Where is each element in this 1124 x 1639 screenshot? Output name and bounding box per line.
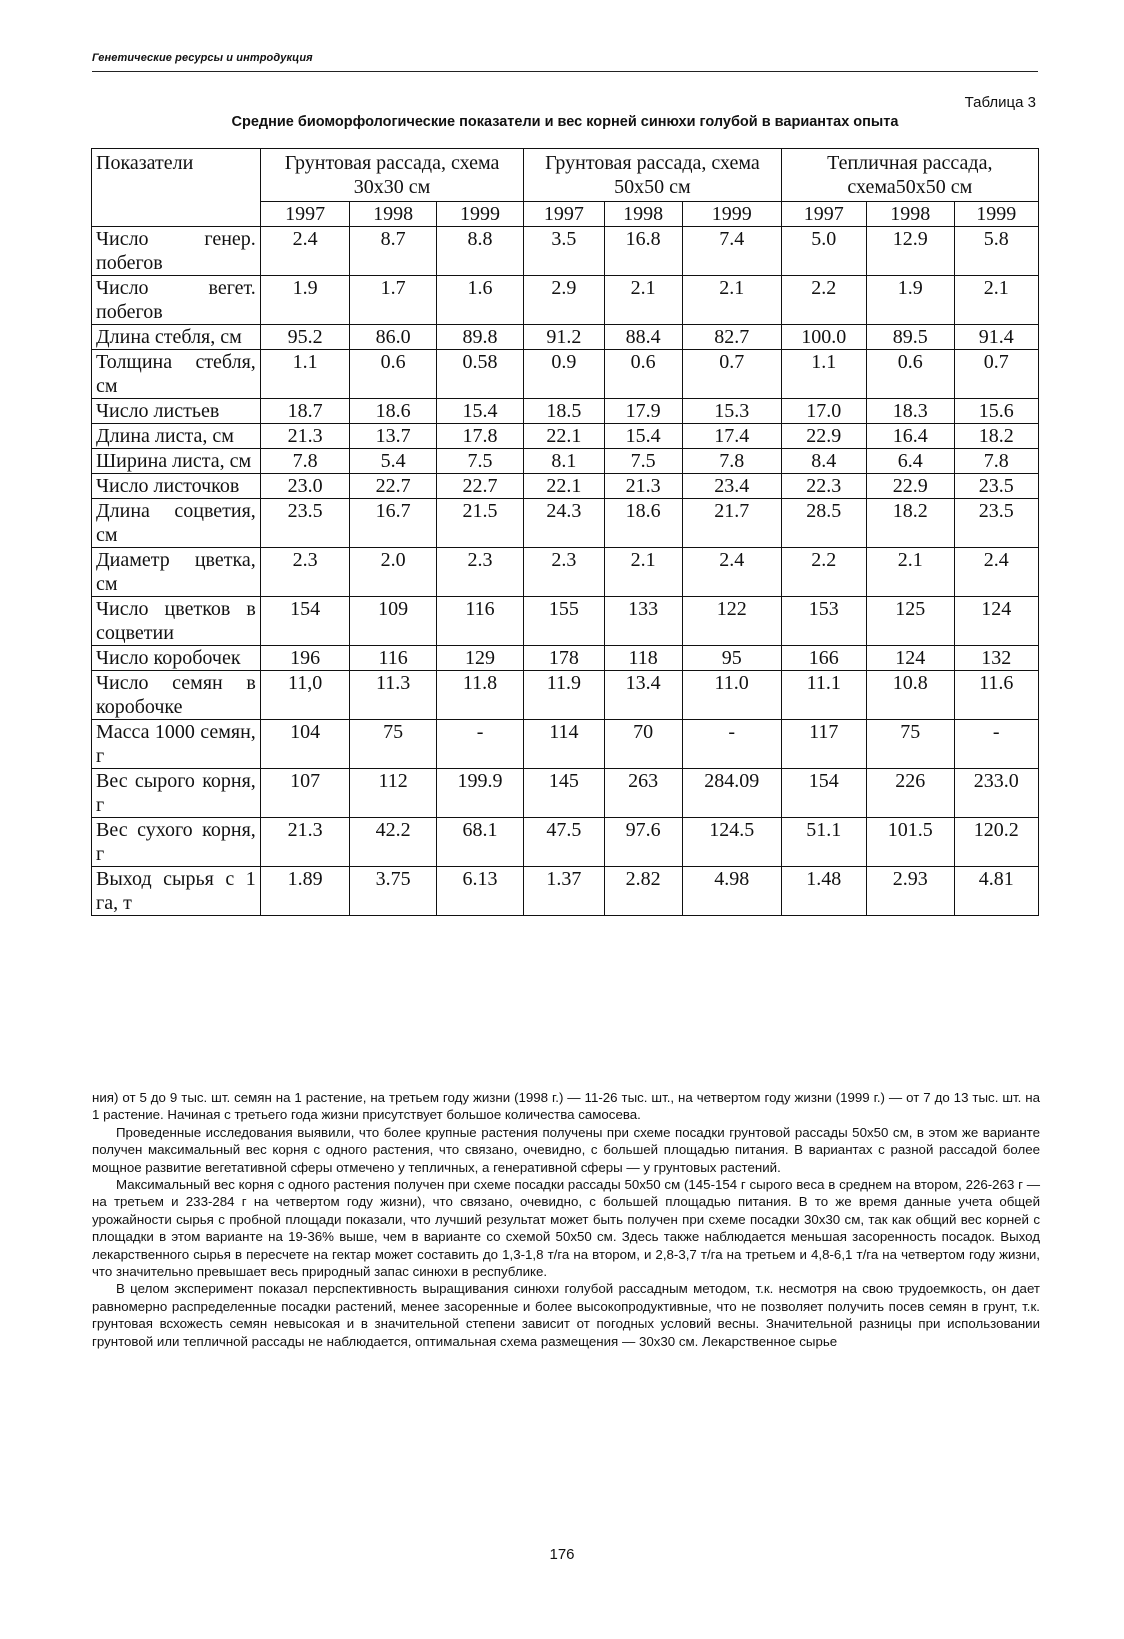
row-label: Выход сырья с 1 га, т [92,867,261,916]
table-cell: 15.6 [954,399,1039,424]
table-cell: 91.4 [954,325,1039,350]
table-cell: 16.4 [867,424,954,449]
paragraph: В целом эксперимент показал перспективность выращивания синюхи голубой рассадным методом, т.к. несмотря на свою трудоемкость, он дает равномерно распределенные посадки растений, менее засоренные и более высокопродуктивные, что не позволяет получить посев семян в грунт, т.к. грунтовая всхожесть семян невысокая и в значительной степени зависит от погодных условий весны. Значительной разницы при использовании грунтовой или тепличной рассады не наблюдается, оптимальная схема размещения — 30х30 см. Лекарственное сырье [92,1281,1040,1349]
table-cell: 2.1 [682,276,781,325]
table-cell: 3.5 [524,227,604,276]
group-header: Тепличная рассада, схема50х50 см [781,149,1038,202]
table-cell: 1.7 [350,276,436,325]
table-cell: 8.7 [350,227,436,276]
table-cell: 28.5 [781,499,866,548]
table-cell: 5.4 [350,449,436,474]
table-cell: 2.93 [867,867,954,916]
table-cell: 13.4 [604,671,682,720]
table-cell: 0.9 [524,350,604,399]
table-cell: 23.5 [954,499,1039,548]
table-cell: 116 [350,646,436,671]
table-cell: 145 [524,769,604,818]
table-title: Средние биоморфологические показатели и вес корней синюхи голубой в вариантах опыта [231,114,899,130]
table-cell: 8.4 [781,449,866,474]
table-cell: 0.6 [350,350,436,399]
year-header: 1999 [436,202,523,227]
table-cell: 155 [524,597,604,646]
table-cell: 132 [954,646,1039,671]
table-cell: 86.0 [350,325,436,350]
table-row [92,671,1039,720]
header-rule [92,71,1038,72]
table-cell: 104 [260,720,350,769]
table-cell: 0.6 [867,350,954,399]
table-cell: 2.1 [867,548,954,597]
table-cell: 18.3 [867,399,954,424]
table-cell: 2.82 [604,867,682,916]
table-cell: 124.5 [682,818,781,867]
paragraph: Проведенные исследования выявили, что более крупные растения получены при схеме посадки грунтовой рассады 50х50 см, в этом же варианте получен максимальный вес корня с одного растения, что связано, очевидно, с большей площадью питания. В вариантах с разной рассадой более мощное развитие вегетативной сферы отмечено у тепличных, а генеративной сферы — у грунтовых растений. [92,1124,1040,1175]
table-cell: 4.98 [682,867,781,916]
row-label: Число вегет. побегов [92,276,261,325]
table-row [92,350,1039,399]
table-row [92,867,1039,916]
table-cell: 23.5 [260,499,350,548]
table-cell: 16.7 [350,499,436,548]
table-cell: 196 [260,646,350,671]
table-cell: 166 [781,646,866,671]
row-label: Число коробочек [92,646,261,671]
table-cell: 7.8 [954,449,1039,474]
table-cell: 2.4 [954,548,1039,597]
year-header: 1998 [604,202,682,227]
table-cell: 8.1 [524,449,604,474]
table-cell: 51.1 [781,818,866,867]
table-cell: 7.8 [260,449,350,474]
table-cell: 5.8 [954,227,1039,276]
table-cell: 116 [436,597,523,646]
row-label: Вес сухого корня, г [92,818,261,867]
page-number: 176 [549,1546,575,1563]
table-cell: 1.1 [781,350,866,399]
table-cell: 3.75 [350,867,436,916]
table-row [92,499,1039,548]
table-row [92,449,1039,474]
year-header: 1998 [867,202,954,227]
table-cell: 2.4 [260,227,350,276]
table-cell: - [682,720,781,769]
table-cell: 82.7 [682,325,781,350]
table-cell: 12.9 [867,227,954,276]
table-cell: 284.09 [682,769,781,818]
table-cell: 7.5 [604,449,682,474]
table-cell: 117 [781,720,866,769]
table-cell: 16.8 [604,227,682,276]
table-cell: 23.5 [954,474,1039,499]
table-cell: 233.0 [954,769,1039,818]
table-cell: 2.1 [604,548,682,597]
table-cell: 91.2 [524,325,604,350]
table-row [92,399,1039,424]
table-cell: 18.6 [604,499,682,548]
paragraph: Максимальный вес корня с одного растения получен при схеме посадки рассады 50х50 см (145-154 г сырого веса в среднем на втором, 226-263 г — на третьем и 233-284 г на четвертом году жизни), что связано, очевидно, с большей площадью питания. В то же время данные учета общей урожайности сырья с пробной площади показали, что лучший результат может быть получен при схеме посадки 30х30 см, так как общий вес корней с площадки в этом варианте на 19-36% выше, чем в варианте со схемой 50х50 см. Здесь также наблюдается меньшая засоренность посадок. Выход лекарственного сырья в пересчете на гектар может составить до 1,3-1,8 т/га на втором, и 2,8-3,7 т/га на третьем и 4,8-6,1 т/га на четвертом году жизни, что значительно превышает весь природный запас синюхи в республике. [92,1177,1040,1280]
table-cell: 18.2 [867,499,954,548]
table-cell: 88.4 [604,325,682,350]
table-cell: 11.1 [781,671,866,720]
table-cell: 7.4 [682,227,781,276]
table-cell: 75 [350,720,436,769]
table-cell: 11.3 [350,671,436,720]
table-row [92,474,1039,499]
table-row [92,769,1039,818]
table-cell: 100.0 [781,325,866,350]
corner-header: Показатели [92,149,261,227]
table-cell: 21.3 [604,474,682,499]
row-label: Длина стебля, см [92,325,261,350]
table-cell: 11.9 [524,671,604,720]
row-label: Длина соцветия, см [92,499,261,548]
row-label: Длина листа, см [92,424,261,449]
table-cell: 7.8 [682,449,781,474]
table-cell: 112 [350,769,436,818]
table-cell: 2.2 [781,548,866,597]
table-cell: 75 [867,720,954,769]
row-label: Масса 1000 семян, г [92,720,261,769]
table-cell: 89.8 [436,325,523,350]
table-cell: 22.1 [524,474,604,499]
table-row [92,276,1039,325]
table-cell: 0.58 [436,350,523,399]
table-row [92,325,1039,350]
table-cell: 118 [604,646,682,671]
table-cell: 1.6 [436,276,523,325]
table-cell: 6.13 [436,867,523,916]
row-label: Вес сырого корня, г [92,769,261,818]
table-cell: 1.89 [260,867,350,916]
year-header: 1998 [350,202,436,227]
table-cell: 18.2 [954,424,1039,449]
row-label: Число листьев [92,399,261,424]
table-cell: 199.9 [436,769,523,818]
table-cell: 2.1 [954,276,1039,325]
row-label: Число цветков в соцветии [92,597,261,646]
table-cell: 22.3 [781,474,866,499]
table-cell: 17.9 [604,399,682,424]
table-cell: 125 [867,597,954,646]
table-cell: 68.1 [436,818,523,867]
table-cell: 42.2 [350,818,436,867]
table-cell: 109 [350,597,436,646]
table-cell: 23.4 [682,474,781,499]
table-cell: 153 [781,597,866,646]
table-cell: 22.9 [781,424,866,449]
table-cell: 21.3 [260,424,350,449]
body-text [92,1089,1040,1350]
table-cell: 11,0 [260,671,350,720]
table-cell: 1.1 [260,350,350,399]
running-head: Генетические ресурсы и интродукция [92,52,313,64]
table-cell: 23.0 [260,474,350,499]
row-label: Число листочков [92,474,261,499]
table-cell: 7.5 [436,449,523,474]
table-cell: 21.3 [260,818,350,867]
table-cell: 22.1 [524,424,604,449]
row-label: Диаметр цветка, см [92,548,261,597]
table-cell: - [436,720,523,769]
table-cell: 17.0 [781,399,866,424]
table-row [92,646,1039,671]
table-cell: 18.5 [524,399,604,424]
table-row [92,818,1039,867]
table-row [92,227,1039,276]
table-cell: 97.6 [604,818,682,867]
table-cell: 0.6 [604,350,682,399]
table-cell: 15.3 [682,399,781,424]
table-cell: 124 [954,597,1039,646]
table-cell: 15.4 [436,399,523,424]
table-number: Таблица 3 [964,94,1036,111]
year-header: 1997 [781,202,866,227]
table-row [92,597,1039,646]
table-cell: 2.3 [436,548,523,597]
table-cell: 1.9 [260,276,350,325]
table-cell: 8.8 [436,227,523,276]
table-cell: 22.7 [436,474,523,499]
table-cell: 2.4 [682,548,781,597]
group-header-row [92,149,1039,202]
table-cell: 101.5 [867,818,954,867]
year-header: 1999 [954,202,1039,227]
table-cell: 2.0 [350,548,436,597]
table-cell: 22.9 [867,474,954,499]
table-cell: 129 [436,646,523,671]
table-cell: 226 [867,769,954,818]
table-cell: 133 [604,597,682,646]
table-cell: 4.81 [954,867,1039,916]
table-cell: 18.6 [350,399,436,424]
table-cell: 2.3 [524,548,604,597]
table-cell: 17.4 [682,424,781,449]
table-cell: 11.8 [436,671,523,720]
row-label: Ширина листа, см [92,449,261,474]
table-cell: 22.7 [350,474,436,499]
table-cell: 70 [604,720,682,769]
table-cell: 21.5 [436,499,523,548]
year-header: 1997 [260,202,350,227]
group-header: Грунтовая рассада, схема 50х50 см [524,149,781,202]
table-cell: 107 [260,769,350,818]
table-cell: 5.0 [781,227,866,276]
table-row [92,720,1039,769]
row-label: Толщина стебля, см [92,350,261,399]
table-cell: 1.48 [781,867,866,916]
table-cell: 17.8 [436,424,523,449]
data-table [91,148,1039,916]
row-label: Число семян в коробочке [92,671,261,720]
year-header: 1997 [524,202,604,227]
table-cell: 2.2 [781,276,866,325]
paragraph: ния) от 5 до 9 тыс. шт. семян на 1 растение, на третьем году жизни (1998 г.) — 11-26 тыс. шт., на четвертом году жизни (1999 г.) — от 7 до 13 тыс. шт. на 1 растение. Начиная с третьего года жизни присутствует большое количества самосева. [92,1090,1040,1123]
table-cell: 2.3 [260,548,350,597]
table-cell: 24.3 [524,499,604,548]
table-cell: 13.7 [350,424,436,449]
table-cell: 154 [781,769,866,818]
table-cell: 120.2 [954,818,1039,867]
table-body [92,227,1039,916]
table-cell: - [954,720,1039,769]
table-cell: 0.7 [954,350,1039,399]
table-cell: 1.9 [867,276,954,325]
table-cell: 47.5 [524,818,604,867]
table-cell: 18.7 [260,399,350,424]
table-cell: 15.4 [604,424,682,449]
table-row [92,548,1039,597]
table-cell: 124 [867,646,954,671]
table-cell: 263 [604,769,682,818]
table-cell: 11.6 [954,671,1039,720]
table-cell: 6.4 [867,449,954,474]
table-cell: 0.7 [682,350,781,399]
table-cell: 11.0 [682,671,781,720]
table-cell: 95 [682,646,781,671]
row-label: Число генер. побегов [92,227,261,276]
table-cell: 10.8 [867,671,954,720]
group-header: Грунтовая рассада, схема 30х30 см [260,149,523,202]
table-cell: 178 [524,646,604,671]
table-cell: 95.2 [260,325,350,350]
table-cell: 154 [260,597,350,646]
table-row [92,424,1039,449]
table-cell: 122 [682,597,781,646]
table-cell: 21.7 [682,499,781,548]
year-header: 1999 [682,202,781,227]
table-cell: 1.37 [524,867,604,916]
table-cell: 2.9 [524,276,604,325]
table-cell: 114 [524,720,604,769]
table-cell: 89.5 [867,325,954,350]
table-cell: 2.1 [604,276,682,325]
